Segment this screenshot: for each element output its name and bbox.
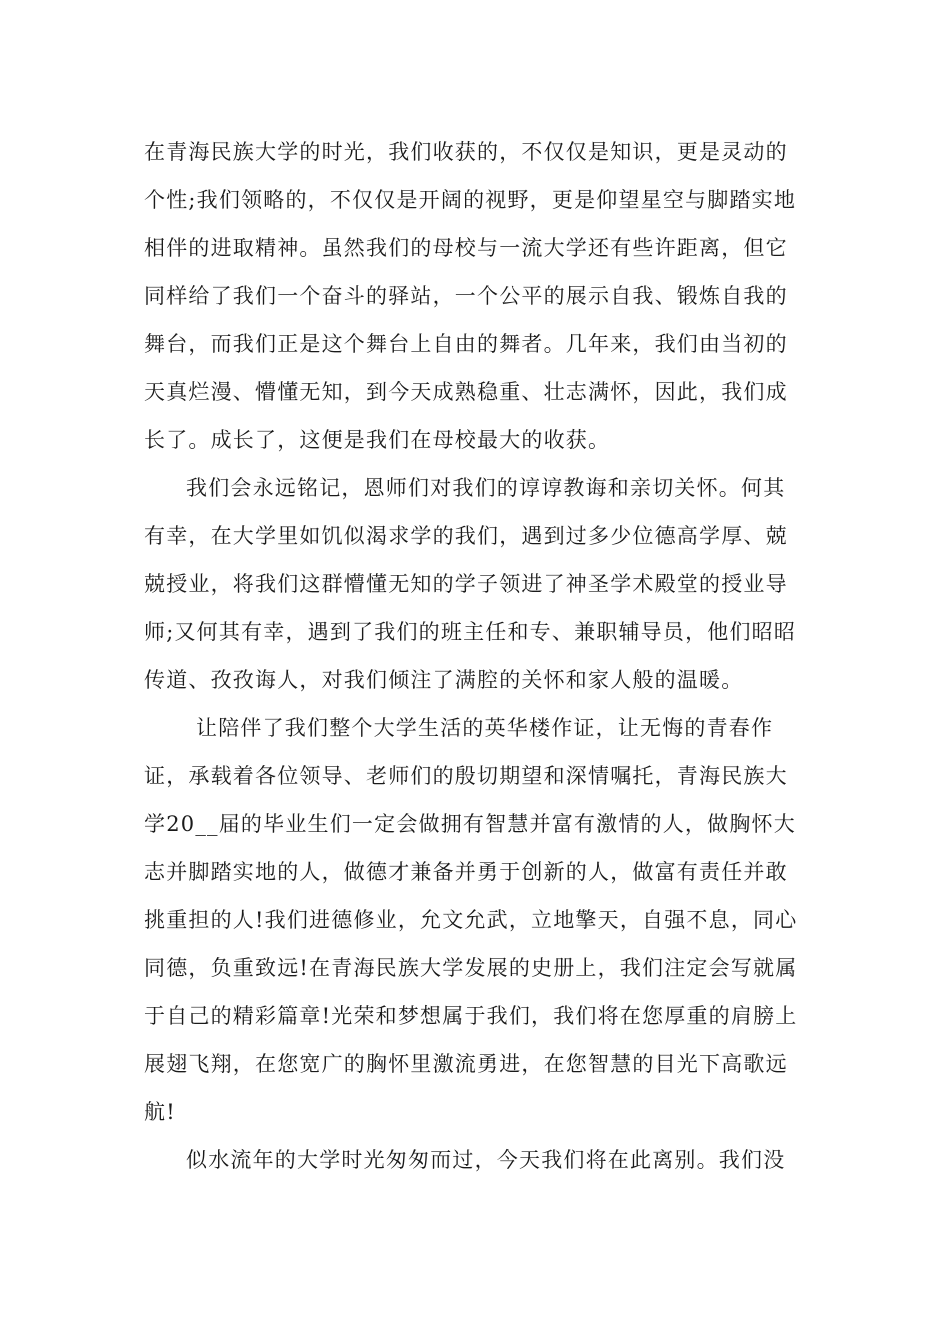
paragraph-3-line-4: 志并脚踏实地的人，做德才兼备并勇于创新的人，做富有责任并敢 <box>144 860 788 884</box>
paragraph-1-line-2: 个性;我们领略的，不仅仅是开阔的视野，更是仰望星空与脚踏实地 <box>144 188 797 212</box>
paragraph-1-line-3: 相伴的进取精神。虽然我们的母校与一流大学还有些许距离，但它 <box>144 236 788 260</box>
paragraph-3-line-6: 同德，负重致远!在青海民族大学发展的史册上，我们注定会写就属 <box>144 956 798 980</box>
paragraph-2-line-5: 传道、孜孜诲人，对我们倾注了满腔的关怀和家人般的温暖。 <box>144 668 744 692</box>
paragraph-1-line-1: 在青海民族大学的时光，我们收获的，不仅仅是知识，更是灵动的 <box>144 140 788 164</box>
paragraph-1-line-4: 同样给了我们一个奋斗的驿站，一个公平的展示自我、锻炼自我的 <box>144 284 788 308</box>
paragraph-2-line-3: 兢授业，将我们这群懵懂无知的学子领进了神圣学术殿堂的授业导 <box>144 572 788 596</box>
paragraph-1-line-7: 长了。成长了，这便是我们在母校最大的收获。 <box>144 428 611 452</box>
paragraph-3-line-3: 学20__届的毕业生们一定会做拥有智慧并富有激情的人，做胸怀大 <box>144 812 796 836</box>
paragraph-3-line-8: 展翅飞翔，在您宽广的胸怀里激流勇进，在您智慧的目光下高歌远 <box>144 1052 788 1076</box>
paragraph-3-line-2: 证，承载着各位领导、老师们的殷切期望和深情嘱托，青海民族大 <box>144 764 788 788</box>
paragraph-1-line-5: 舞台，而我们正是这个舞台上自由的舞者。几年来，我们由当初的 <box>144 332 788 356</box>
paragraph-3-line-7: 于自己的精彩篇章!光荣和梦想属于我们，我们将在您厚重的肩膀上 <box>144 1004 798 1028</box>
paragraph-2-line-1: 我们会永远铭记，恩师们对我们的谆谆教诲和亲切关怀。何其 <box>186 476 786 500</box>
paragraph-3-line-1: 让陪伴了我们整个大学生活的英华楼作证，让无悔的青春作 <box>196 716 774 740</box>
paragraph-2-line-4: 师;又何其有幸，遇到了我们的班主任和专、兼职辅导员，他们昭昭 <box>144 620 797 644</box>
paragraph-1-line-6: 天真烂漫、懵懂无知，到今天成熟稳重、壮志满怀，因此，我们成 <box>144 380 788 404</box>
paragraph-3-line-9: 航! <box>144 1100 176 1124</box>
paragraph-2-line-2: 有幸，在大学里如饥似渴求学的我们，遇到过多少位德高学厚、兢 <box>144 524 788 548</box>
paragraph-3-line-5: 挑重担的人!我们进德修业，允文允武，立地擎天，自强不息，同心 <box>144 908 798 932</box>
paragraph-4-line-1: 似水流年的大学时光匆匆而过，今天我们将在此离别。我们没 <box>186 1148 786 1172</box>
